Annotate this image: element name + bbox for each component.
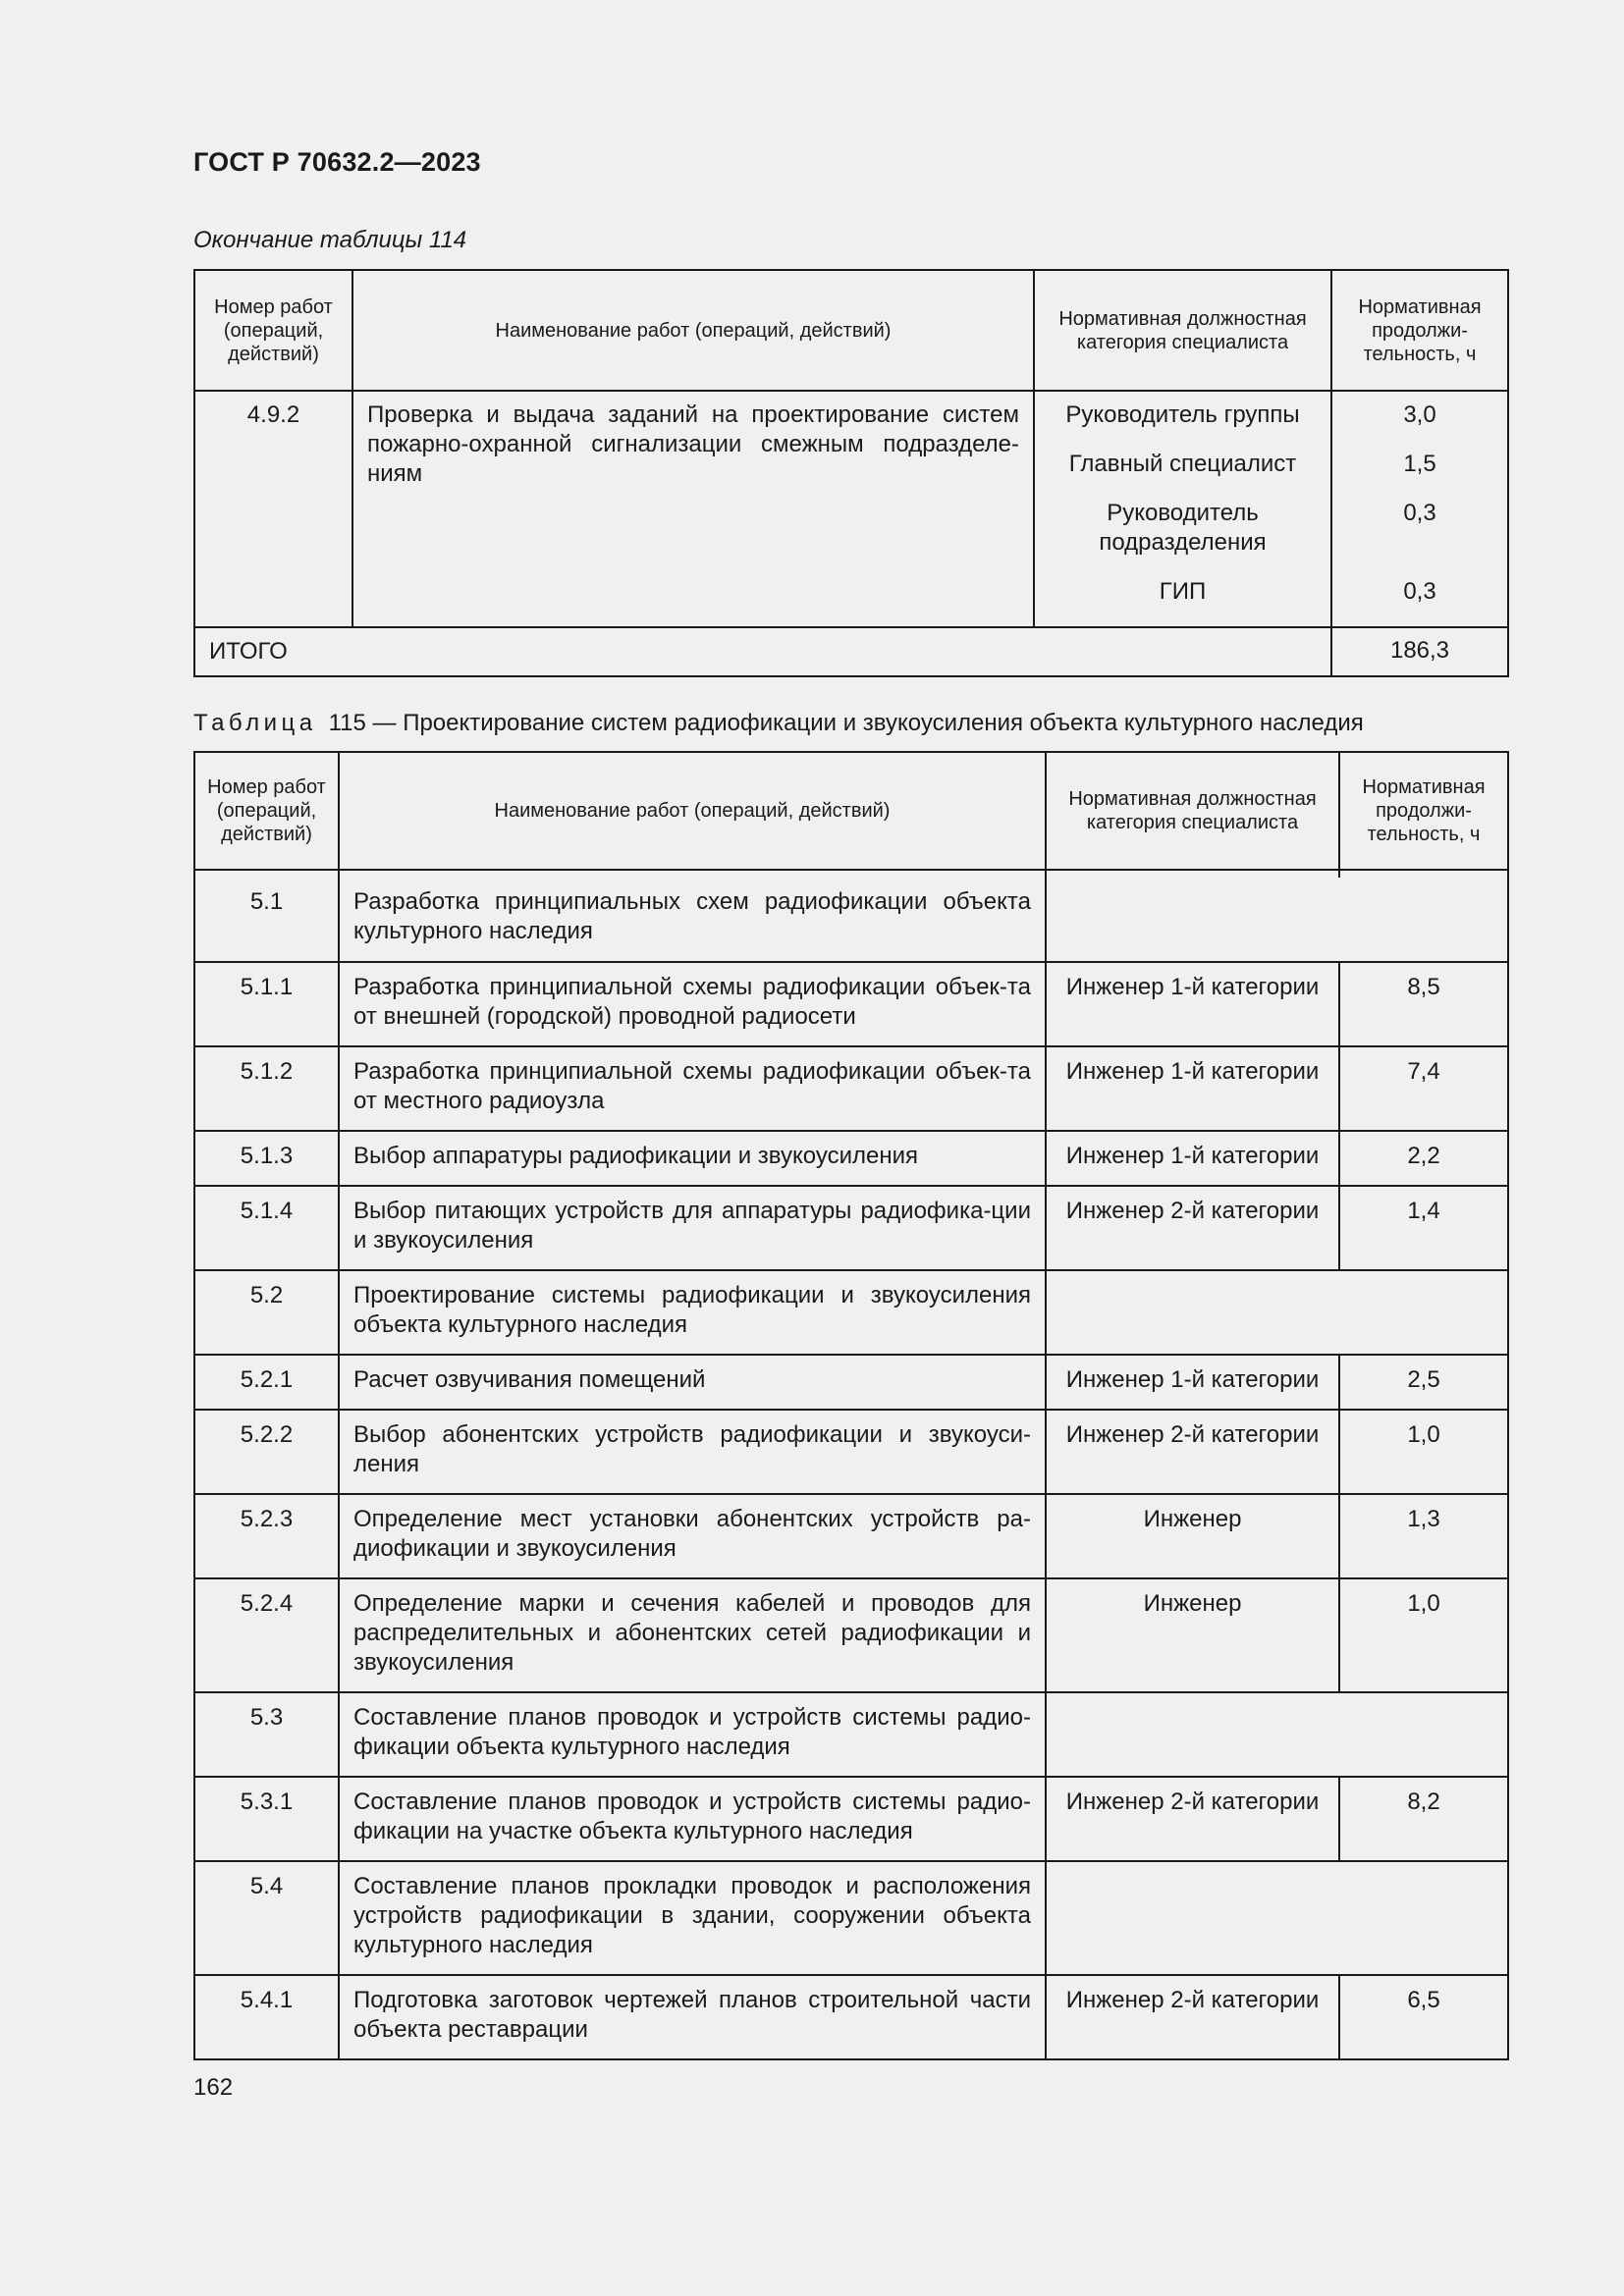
row-number: 4.9.2 xyxy=(194,399,352,627)
row-number: 5.3 xyxy=(194,1692,339,1777)
table-114-caption: Окончание таблицы 114 xyxy=(193,227,467,253)
row-number: 5.1.3 xyxy=(194,1131,339,1186)
row-category-list xyxy=(1034,399,1331,627)
category-entry: Руководитель группы xyxy=(1065,401,1300,428)
row-number: 5.1 xyxy=(194,878,339,962)
table-115-body xyxy=(194,878,1508,2059)
page-number: 162 xyxy=(193,2074,234,2101)
table-row xyxy=(194,1046,1508,1131)
row-duration: 1,0 xyxy=(1339,1410,1508,1494)
table-row xyxy=(194,399,1508,627)
row-name: Разработка принципиальной схемы радиофикации объек-та от внешней (городской) проводной радиосети xyxy=(339,962,1046,1046)
row-number: 5.1.4 xyxy=(194,1186,339,1270)
column-header-category: Нормативная должностная категория специалиста xyxy=(1046,752,1339,870)
row-duration: 2,2 xyxy=(1339,1131,1508,1186)
table-115-caption-text: 115 — Проектирование систем радиофикации и звукоусиления объекта культурного наследия xyxy=(328,710,1364,736)
row-number: 5.4.1 xyxy=(194,1975,339,2059)
row-duration: 1,0 xyxy=(1339,1578,1508,1692)
duration-entry: 3,0 xyxy=(1403,401,1436,428)
row-duration: 2,5 xyxy=(1339,1355,1508,1410)
empty-cell xyxy=(1046,1692,1508,1777)
row-number: 5.2.1 xyxy=(194,1355,339,1410)
row-duration: 6,5 xyxy=(1339,1975,1508,2059)
table-row xyxy=(194,1131,1508,1186)
duration-entry: 1,5 xyxy=(1403,451,1436,477)
row-duration-list xyxy=(1331,399,1508,627)
total-label: ИТОГО xyxy=(194,627,1331,676)
row-number: 5.2.2 xyxy=(194,1410,339,1494)
row-name: Определение мест установки абонентских устройств ра-диофикации и звукоусиления xyxy=(339,1494,1046,1578)
column-header-category: Нормативная должностная категория специалиста xyxy=(1034,270,1331,391)
table-row xyxy=(194,962,1508,1046)
row-name: Составление планов проводок и устройств системы радио-фикации объекта культурного наследия xyxy=(339,1692,1046,1777)
table-row xyxy=(194,1975,1508,2059)
row-duration: 1,3 xyxy=(1339,1494,1508,1578)
row-name: Составление планов проводок и устройств системы радио-фикации на участке объекта культурного наследия xyxy=(339,1777,1046,1861)
row-number: 5.2 xyxy=(194,1270,339,1355)
table-row xyxy=(194,1777,1508,1861)
row-name: Разработка принципиальных схем радиофикации объекта культурного наследия xyxy=(339,878,1046,962)
section-row xyxy=(194,1692,1508,1777)
table-row xyxy=(194,1410,1508,1494)
duration-entry: 0,3 xyxy=(1403,500,1436,526)
row-number: 5.1.1 xyxy=(194,962,339,1046)
row-name: Выбор абонентских устройств радиофикации и звукоуси-ления xyxy=(339,1410,1046,1494)
row-category: Инженер 1-й категории xyxy=(1046,1131,1339,1186)
row-category: Инженер 1-й категории xyxy=(1046,1355,1339,1410)
row-duration: 7,4 xyxy=(1339,1046,1508,1131)
empty-cell xyxy=(1046,878,1508,962)
row-number: 5.3.1 xyxy=(194,1777,339,1861)
row-category: Инженер xyxy=(1046,1494,1339,1578)
row-category: Инженер 1-й категории xyxy=(1046,962,1339,1046)
category-entry: Руководитель подразделения xyxy=(1099,500,1267,556)
row-name: Проверка и выдача заданий на проектирование систем пожарно-охранной сигнализации смежным подразделе-ниям xyxy=(352,399,1034,627)
table-row xyxy=(194,1186,1508,1270)
row-duration: 1,4 xyxy=(1339,1186,1508,1270)
row-category: Инженер xyxy=(1046,1578,1339,1692)
total-row xyxy=(194,627,1508,676)
category-entry: Главный специалист xyxy=(1068,451,1297,477)
column-header-duration: Нормативная продолжи-тельность, ч xyxy=(1331,270,1508,391)
section-row xyxy=(194,1861,1508,1975)
row-number: 5.4 xyxy=(194,1861,339,1975)
row-name: Проектирование системы радиофикации и звукоусиления объекта культурного наследия xyxy=(339,1270,1046,1355)
row-category: Инженер 1-й категории xyxy=(1046,1046,1339,1131)
row-name: Определение марки и сечения кабелей и проводов для распределительных и абонентских сетей радиофикации и звукоусиления xyxy=(339,1578,1046,1692)
row-number: 5.2.4 xyxy=(194,1578,339,1692)
document-code: ГОСТ Р 70632.2—2023 xyxy=(193,147,481,177)
row-duration: 8,2 xyxy=(1339,1777,1508,1861)
row-category: Инженер 2-й категории xyxy=(1046,1777,1339,1861)
empty-cell xyxy=(1046,1270,1508,1355)
table-row xyxy=(194,1494,1508,1578)
column-header-number: Номер работ (операций, действий) xyxy=(194,752,339,870)
column-header-duration: Нормативная продолжи-тельность, ч xyxy=(1339,752,1508,870)
total-value: 186,3 xyxy=(1331,627,1508,676)
column-header-number: Номер работ (операций, действий) xyxy=(194,270,352,391)
table-115-caption xyxy=(193,710,1364,737)
table-row xyxy=(194,1578,1508,1692)
row-name: Составление планов прокладки проводок и расположения устройств радиофикации в здании, сооружении объекта культурного наследия xyxy=(339,1861,1046,1975)
table-114 xyxy=(193,269,1509,677)
row-category: Инженер 2-й категории xyxy=(1046,1410,1339,1494)
empty-cell xyxy=(1046,1861,1508,1975)
row-duration: 8,5 xyxy=(1339,962,1508,1046)
row-name: Выбор питающих устройств для аппаратуры радиофика-ции и звукоусиления xyxy=(339,1186,1046,1270)
row-category: Инженер 2-й категории xyxy=(1046,1975,1339,2059)
row-number: 5.2.3 xyxy=(194,1494,339,1578)
column-header-name: Наименование работ (операций, действий) xyxy=(352,270,1034,391)
row-name: Выбор аппаратуры радиофикации и звукоусиления xyxy=(339,1131,1046,1186)
section-row xyxy=(194,878,1508,962)
category-entry: ГИП xyxy=(1159,578,1207,605)
row-name: Подготовка заготовок чертежей планов строительной части объекта реставрации xyxy=(339,1975,1046,2059)
column-header-name: Наименование работ (операций, действий) xyxy=(339,752,1046,870)
row-category: Инженер 2-й категории xyxy=(1046,1186,1339,1270)
row-number: 5.1.2 xyxy=(194,1046,339,1131)
section-row xyxy=(194,1270,1508,1355)
table-115 xyxy=(193,751,1509,2060)
table-115-caption-prefix: Таблица xyxy=(193,710,317,736)
duration-entry: 0,3 xyxy=(1403,578,1436,605)
table-row xyxy=(194,1355,1508,1410)
row-name: Разработка принципиальной схемы радиофикации объек-та от местного радиоузла xyxy=(339,1046,1046,1131)
row-name: Расчет озвучивания помещений xyxy=(339,1355,1046,1410)
